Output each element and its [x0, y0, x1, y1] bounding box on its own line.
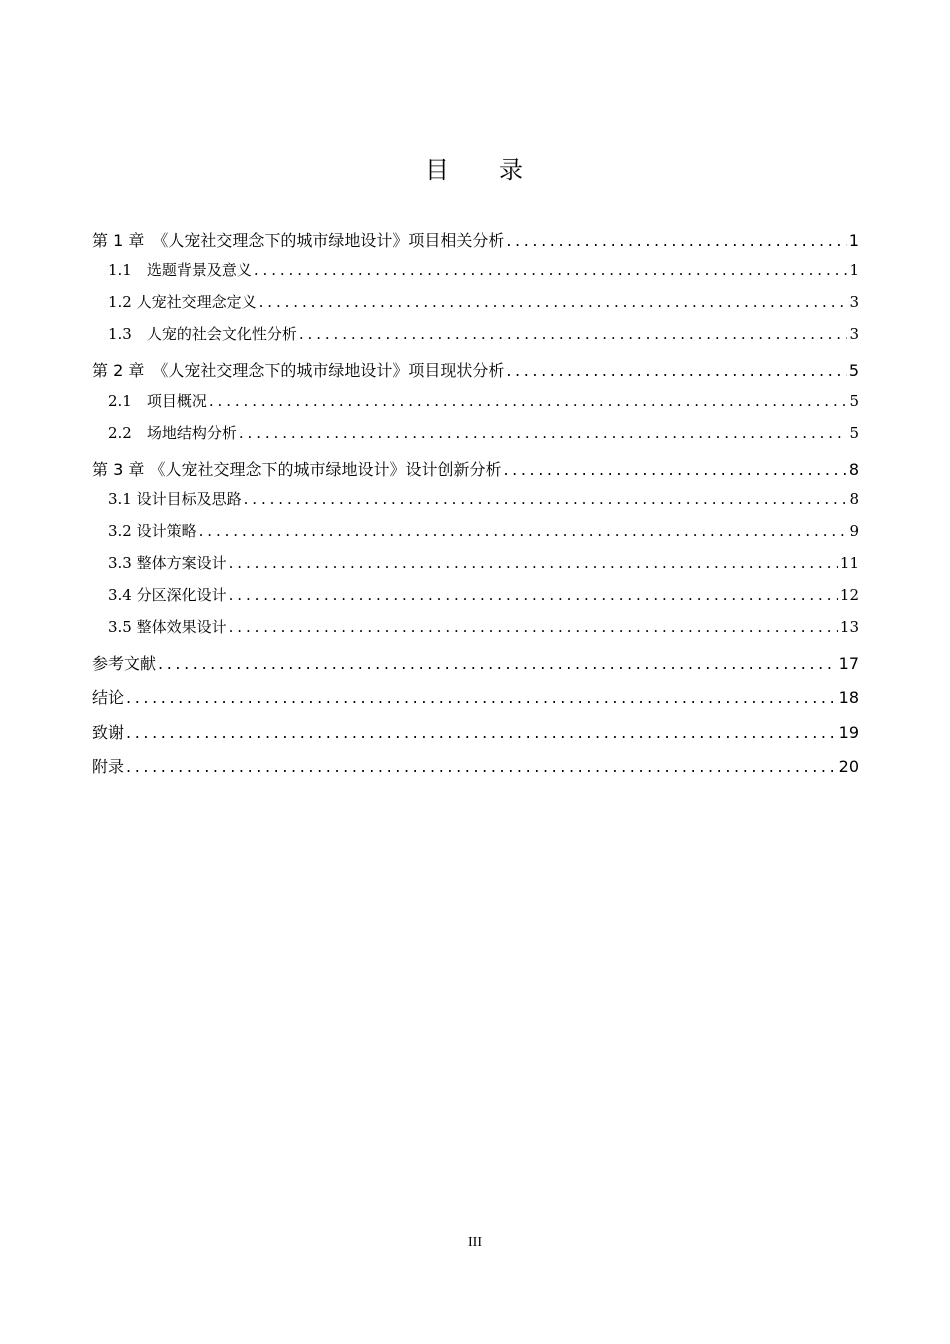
- toc-entry[interactable]: [108, 260, 859, 280]
- toc-leader: [503, 460, 846, 480]
- title-char-1: 目: [425, 156, 451, 184]
- toc-entry[interactable]: [92, 723, 859, 743]
- toc-leader: [299, 324, 848, 344]
- toc-entry-page: 3: [849, 293, 859, 311]
- toc-entry[interactable]: [92, 361, 859, 381]
- toc-leader: [158, 654, 837, 674]
- toc-leader: [126, 688, 837, 708]
- toc-entry[interactable]: [108, 553, 859, 573]
- toc-entry-page: 13: [839, 618, 859, 636]
- toc-entry[interactable]: [92, 460, 859, 480]
- toc-entry-page: 5: [849, 392, 859, 410]
- toc-leader: [199, 521, 848, 541]
- toc-entry-label: 2.2 场地结构分析: [108, 424, 237, 442]
- toc-entry-label: 2.1 项目概况: [108, 392, 207, 410]
- page-number: III: [468, 1235, 482, 1250]
- toc-entry-label: 1.2 人宠社交理念定义: [108, 293, 257, 311]
- title-char-2: 录: [499, 156, 525, 184]
- toc-entry[interactable]: [92, 688, 859, 708]
- toc-entry[interactable]: [92, 757, 859, 777]
- toc-entry[interactable]: [92, 231, 859, 251]
- toc-entry[interactable]: [108, 617, 859, 637]
- toc-entry-label: 参考文献: [92, 654, 157, 673]
- toc-entry-page: 5: [848, 361, 859, 380]
- toc-leader: [229, 553, 838, 573]
- toc-leader: [239, 423, 848, 443]
- toc-leader: [259, 292, 848, 312]
- toc-leader: [244, 489, 848, 509]
- toc-entry-label: 结论: [92, 688, 125, 707]
- toc-entry-label: 1.1 选题背景及意义: [108, 261, 252, 279]
- toc-entry-page: 11: [839, 554, 859, 572]
- toc-entry-page: 12: [839, 586, 859, 604]
- toc-entry[interactable]: [108, 391, 859, 411]
- toc-entry[interactable]: [108, 489, 859, 509]
- toc-leader: [254, 260, 848, 280]
- toc-entry-page: 20: [838, 757, 859, 776]
- toc-leader: [126, 723, 837, 743]
- toc-entry-label: 第 1 章 《人宠社交理念下的城市绿地设计》项目相关分析: [92, 231, 505, 250]
- toc-entry-page: 8: [849, 490, 859, 508]
- toc-leader: [126, 757, 837, 777]
- toc-entry[interactable]: [108, 324, 859, 344]
- toc-entry-label: 1.3 人宠的社会文化性分析: [108, 325, 297, 343]
- toc-entry-page: 8: [848, 460, 859, 479]
- toc-leader: [229, 585, 838, 605]
- toc-entry-page: 3: [849, 325, 859, 343]
- toc-entry-label: 3.2 设计策略: [108, 522, 197, 540]
- toc-leader: [506, 361, 846, 381]
- toc-entry[interactable]: [108, 521, 859, 541]
- toc-entry-label: 第 2 章 《人宠社交理念下的城市绿地设计》项目现状分析: [92, 361, 505, 380]
- toc-entry[interactable]: [108, 292, 859, 312]
- toc-entry-page: 5: [849, 424, 859, 442]
- toc-entry-page: 9: [849, 522, 859, 540]
- toc-entry-page: 17: [838, 654, 859, 673]
- toc-entry-label: 附录: [92, 757, 125, 776]
- toc-leader: [209, 391, 848, 411]
- toc-entry-label: 3.3 整体方案设计: [108, 554, 227, 572]
- toc-entry[interactable]: [92, 654, 859, 674]
- toc-leader: [506, 231, 846, 251]
- toc-entry[interactable]: [108, 585, 859, 605]
- toc-entry-label: 第 3 章 《人宠社交理念下的城市绿地设计》设计创新分析: [92, 460, 502, 479]
- toc-entry-page: 19: [838, 723, 859, 742]
- toc-entry-label: 3.5 整体效果设计: [108, 618, 227, 636]
- toc-entry-label: 3.4 分区深化设计: [108, 586, 227, 604]
- toc-entry-page: 1: [849, 261, 859, 279]
- toc-entry-page: 18: [838, 688, 859, 707]
- toc-entry-page: 1: [848, 231, 859, 250]
- toc-entry-label: 3.1 设计目标及思路: [108, 490, 242, 508]
- toc-entry[interactable]: [108, 423, 859, 443]
- toc-leader: [229, 617, 838, 637]
- toc-entry-label: 致谢: [92, 723, 125, 742]
- page-title: [0, 150, 950, 185]
